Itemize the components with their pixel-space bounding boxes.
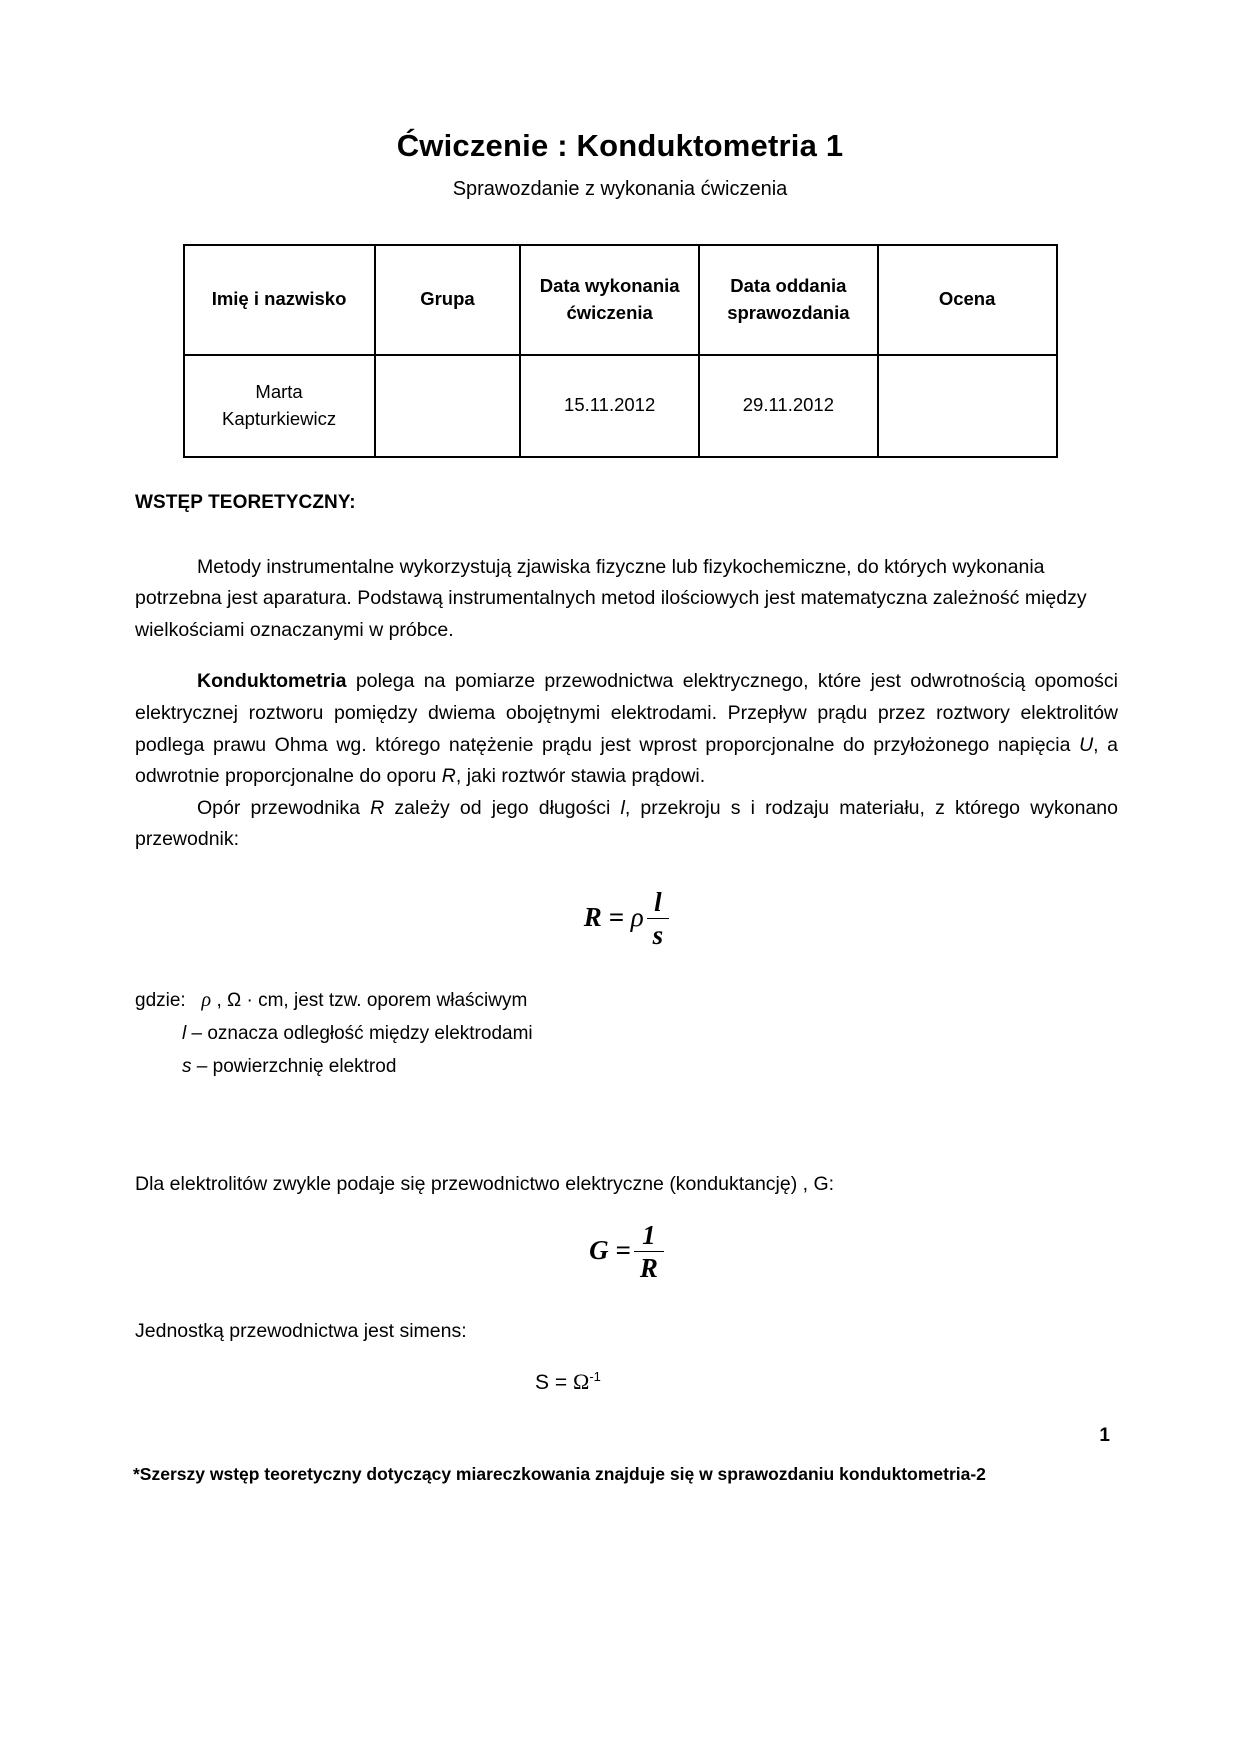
formula-siemens-equals: =	[554, 1370, 568, 1394]
table-header	[184, 245, 1057, 355]
definition-row-l	[135, 1018, 1118, 1051]
definition-l-text: – oznacza odległość między elektrodami	[186, 1022, 533, 1044]
formula-conductance-equals: =	[615, 1234, 631, 1265]
formula-conductance-fraction	[634, 1220, 664, 1283]
cell-grade	[878, 355, 1057, 457]
page-subtitle: Sprawozdanie z wykonania ćwiczenia	[452, 177, 788, 200]
paragraph-resistance-part-a: Opór przewodnika	[197, 796, 371, 819]
formula-resistance-rho: ρ	[630, 901, 644, 932]
spacer	[135, 646, 1118, 666]
paragraph-conductometry-part-c: , jaki roztwór stawia prądowi.	[455, 765, 706, 788]
spacer	[135, 1284, 1118, 1316]
spacer	[135, 520, 1118, 552]
column-header-name: Imię i nazwisko	[184, 245, 375, 355]
spacer	[135, 856, 1118, 888]
definitions-lead: gdzie:	[135, 990, 186, 1012]
definition-rho-text: , Ω · cm, jest tzw. oporem właściwym	[216, 990, 528, 1012]
cell-group	[375, 355, 521, 457]
column-header-date-done-line2: ćwiczenia	[566, 301, 653, 323]
definition-row-rho	[135, 983, 1118, 1018]
formula-conductance-numerator: 1	[634, 1220, 664, 1252]
paragraph-intro-text: Metody instrumentalne wykorzystują zjawiska fizyczne lub fizykochemiczne, do których wykonania potrzebna jest aparatura. Podstawą instrumentalnych metod ilościowych jest matematyczna zależność między wielkościami oznaczanymi w próbce.	[135, 555, 1087, 641]
page-number: 1	[1099, 1425, 1110, 1446]
column-header-date-submitted-line1: Data oddania	[730, 274, 847, 296]
cell-student-name	[184, 355, 375, 457]
column-header-group: Grupa	[375, 245, 521, 355]
omega-symbol: Ω	[572, 1368, 590, 1394]
paragraph-conductometry-part-b: , a odwrotnie proporcjonalne do oporu	[135, 733, 1118, 788]
info-table-container	[183, 244, 1058, 458]
symbol-s: s	[182, 1055, 192, 1077]
column-header-date-submitted-line2: sprawozdania	[727, 301, 850, 323]
section-heading-theory: WSTĘP TEORETYCZNY:	[135, 491, 356, 513]
spacer	[135, 951, 1118, 983]
spacer	[135, 1083, 1118, 1169]
paragraph-resistance-part-b: zależy od jego długości	[384, 796, 621, 819]
term-konduktometria: Konduktometria	[197, 670, 347, 693]
student-info-table	[183, 244, 1058, 458]
definitions-block	[135, 983, 1118, 1083]
symbol-rho: ρ	[201, 989, 212, 1012]
symbol-l: l	[182, 1022, 187, 1044]
formula-conductance-lhs: G	[589, 1234, 609, 1265]
spacer	[135, 1201, 1118, 1221]
formula-resistance-numerator: l	[647, 887, 670, 919]
formula-resistance-denominator: s	[652, 920, 664, 951]
formula-resistance-lhs: R	[583, 901, 602, 932]
cell-date-done: 15.11.2012	[520, 355, 699, 457]
column-header-date-done-line1: Data wykonania	[539, 274, 680, 296]
table-row	[184, 355, 1057, 457]
column-header-grade: Ocena	[878, 245, 1057, 355]
symbol-resistance-r: R	[370, 796, 385, 819]
symbol-voltage-u: U	[1079, 733, 1094, 756]
paragraph-intro	[135, 552, 1118, 647]
formula-conductance-denominator: R	[639, 1253, 658, 1284]
formula-resistance-equals: =	[608, 901, 624, 932]
column-header-date-submitted	[699, 245, 878, 355]
cell-date-submitted: 29.11.2012	[699, 355, 878, 457]
spacer	[135, 1348, 1118, 1368]
formula-siemens-exponent: -1	[589, 1368, 601, 1384]
formula-siemens-unit	[535, 1368, 1118, 1397]
symbol-length-l: l	[620, 796, 625, 819]
paragraph-conductometry	[135, 666, 1118, 792]
column-header-date-done	[520, 245, 699, 355]
table-body	[184, 355, 1057, 457]
page-title: Ćwiczenie : Konduktometria 1	[396, 128, 844, 163]
paragraph-conductance-intro: Dla elektrolitów zwykle podaje się przewodnictwo elektryczne (konduktancję) , G:	[135, 1173, 835, 1196]
symbol-resistance-r: R	[441, 765, 456, 788]
student-name-line1: Marta	[255, 380, 303, 402]
definition-s-text: – powierzchnię elektrod	[191, 1055, 397, 1077]
paragraph-unit-intro: Jednostką przewodnictwa jest simens:	[135, 1320, 467, 1343]
title-block	[0, 128, 1240, 202]
student-name-line2: Kapturkiewicz	[221, 407, 337, 429]
paragraph-conductometry-part-a: polega na pomiarze przewodnictwa elektrycznego, które jest odwrotnością opomości elektrycznej roztworu pomiędzy dwiema obojętnymi elektrodami. Przepływ prądu przez roztwory elektrolitów podlega prawu Ohma wg. którego natężenie prądu jest wprost proporcjonalne do przyłożonego napięcia	[135, 670, 1118, 756]
paragraph-resistance-part-c: , przekroju s i rodzaju materiału, z którego wykonano przewodnik:	[135, 796, 1119, 851]
formula-siemens-lhs: S	[535, 1370, 550, 1394]
formula-conductance	[135, 1221, 1118, 1284]
document-body	[135, 492, 1118, 1397]
formula-resistance-fraction	[647, 887, 670, 950]
paragraph-resistance	[135, 793, 1118, 856]
formula-resistance	[135, 888, 1118, 951]
table-header-row	[184, 245, 1057, 355]
footnote: *Szerszy wstęp teoretyczny dotyczący miareczkowania znajduje się w sprawozdaniu konduktometria-2	[133, 1464, 986, 1484]
definition-row-s	[135, 1051, 1118, 1084]
